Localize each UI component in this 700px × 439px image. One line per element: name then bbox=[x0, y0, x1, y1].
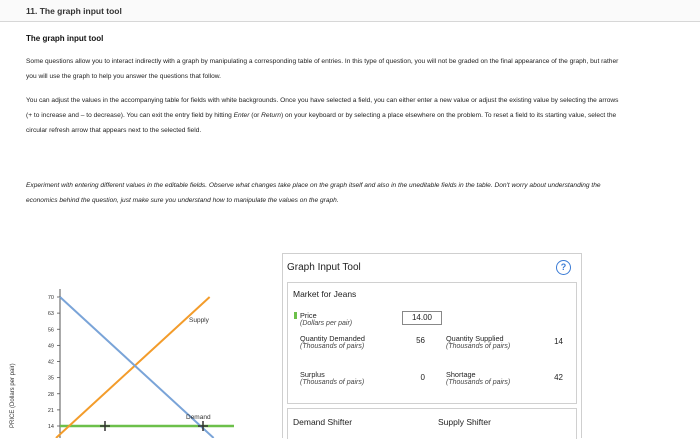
shortage-label-text: Shortage bbox=[446, 370, 476, 379]
price-unit: (Dollars per pair) bbox=[300, 319, 353, 327]
y-tick-label: 63 bbox=[47, 311, 54, 318]
question-header bbox=[0, 0, 700, 22]
question-title: 11. The graph input tool bbox=[26, 6, 122, 16]
price-line-marker bbox=[294, 312, 297, 319]
quantity-supplied-label bbox=[446, 335, 526, 350]
quantity-demanded-label bbox=[300, 335, 370, 350]
surplus-value: 0 bbox=[420, 373, 425, 382]
market-table bbox=[287, 282, 577, 404]
qs-label-text: Quantity Supplied bbox=[446, 334, 504, 343]
supply-label: Supply bbox=[189, 317, 209, 324]
demand-label: Demand bbox=[186, 414, 211, 421]
y-tick-label: 56 bbox=[47, 327, 54, 334]
y-tick-label: 70 bbox=[47, 295, 54, 301]
qd-unit: (Thousands of pairs) bbox=[300, 342, 365, 350]
qd-label-text: Quantity Demanded bbox=[300, 334, 365, 343]
quantity-demanded-value: 56 bbox=[416, 336, 425, 345]
instructions-text-b: (or bbox=[249, 112, 262, 119]
shortage-value: 42 bbox=[554, 373, 563, 382]
surplus-label bbox=[300, 371, 370, 386]
y-tick-label: 49 bbox=[47, 343, 54, 350]
y-tick-label: 35 bbox=[47, 375, 54, 382]
y-tick-label: 21 bbox=[47, 407, 54, 414]
return-key-text: Return bbox=[261, 112, 281, 119]
section-title: The graph input tool bbox=[26, 34, 104, 43]
experiment-paragraph: Experiment with entering different values in the editable fields. Observe what changes take place on the graph itself and also in the uneditable fields in the table. Don't worry about understanding the economics behind the question, just make sure you understand how to manipulate the values on the graph. bbox=[26, 182, 601, 204]
help-icon[interactable]: ? bbox=[556, 260, 571, 275]
y-tick-label: 14 bbox=[47, 424, 54, 430]
shortage-unit: (Thousands of pairs) bbox=[446, 378, 511, 386]
y-tick-label: 42 bbox=[47, 359, 54, 366]
shifter-panel bbox=[287, 408, 577, 439]
price-label bbox=[300, 312, 352, 327]
supply-shifter-label[interactable]: Supply Shifter bbox=[438, 417, 491, 427]
demand-shifter-label[interactable]: Demand Shifter bbox=[293, 417, 353, 427]
qs-unit: (Thousands of pairs) bbox=[446, 342, 511, 350]
graph-input-tool bbox=[282, 253, 582, 438]
y-axis-label: PRICE (Dollars per pair) bbox=[10, 363, 16, 428]
shortage-label bbox=[446, 371, 526, 386]
enter-key-text: Enter bbox=[233, 112, 250, 119]
market-title: Market for Jeans bbox=[293, 289, 357, 299]
instructions-paragraph bbox=[26, 93, 626, 138]
price-input[interactable]: 14.00 bbox=[402, 311, 442, 325]
y-tick-label: 28 bbox=[47, 391, 54, 398]
intro-paragraph: Some questions allow you to interact indirectly with a graph by manipulating a corresponding table of entries. In this type of question, you will not be graded on the final appearance of the graph, but rather you will use the graph to help you answer the questions that follow. bbox=[26, 58, 619, 80]
price-label-text: Price bbox=[300, 311, 317, 320]
instructions-text-a: You can adjust the values in the accompanying table for fields with white backgrounds. Once you have selected a field, you can either enter a new value or adjust the existing value by selecting the arrows (+ to increase and – to decrease). You can exit the entry field by hitting bbox=[26, 97, 619, 119]
tool-title: Graph Input Tool bbox=[287, 262, 361, 273]
surplus-label-text: Surplus bbox=[300, 370, 325, 379]
supply-demand-graph[interactable] bbox=[44, 286, 244, 438]
instructions-text-c: ) on your keyboard or by selecting a place elsewhere on the problem. To reset a field to its starting value, select the circular refresh arrow that appears next to the selected field. bbox=[26, 112, 617, 134]
quantity-supplied-value: 14 bbox=[554, 337, 563, 346]
surplus-unit: (Thousands of pairs) bbox=[300, 378, 365, 386]
